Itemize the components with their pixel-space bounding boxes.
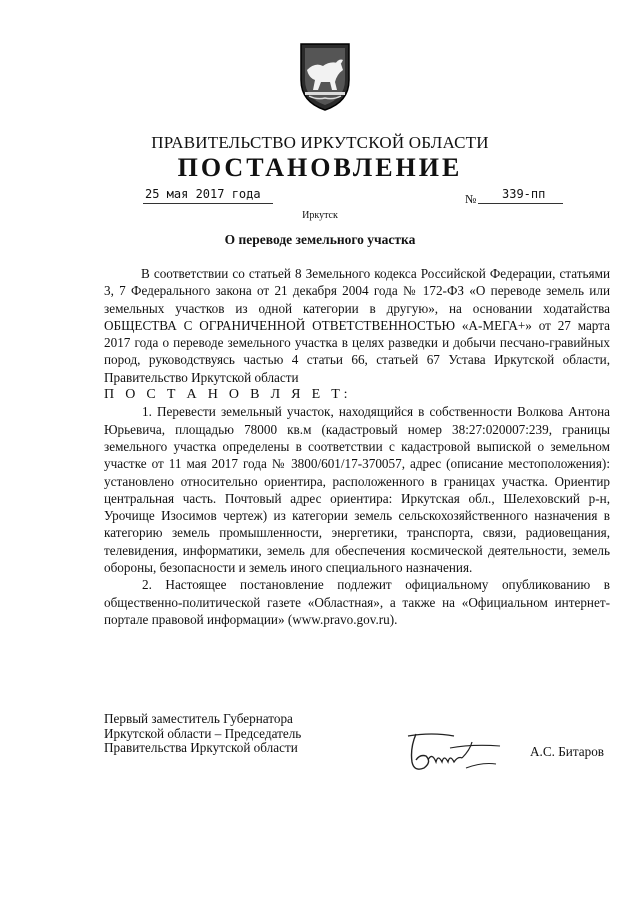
position-line-1: Первый заместитель Губернатора <box>104 711 293 726</box>
document-body <box>104 265 610 628</box>
coat-of-arms-emblem <box>297 40 353 112</box>
item-1-paragraph: 1. Перевести земельный участок, находящийся в собственности Волкова Антона Юрьевича, площадью 78000 кв.м (кадастровый номер 38:27:020007:239, границы земельного участка определены в соответствии с кадастровой выпиской о земельном участке от 11 мая 2017 года № 3800/601/17-370057, адрес (описание местоположения): установлено относительно ориентира, расположенного в границах участка. Ориентир центральная часть. Почтовый адрес ориентира: Иркутская обл., Шелеховский р-н, Урочище Изосимов чертеж) из категории земель сельскохозяйственного назначения в категорию земель промышленности, энергетики, транспорта, связи, радиовещания, телевидения, информатики, земель для обеспечения космической деятельности, земель обороны, безопасности и земель иного специального назначения. <box>104 404 610 576</box>
government-name: ПРАВИТЕЛЬСТВО ИРКУТСКОЙ ОБЛАСТИ <box>151 133 489 152</box>
document-subject: О переводе земельного участка <box>224 232 416 247</box>
issue-city: Иркутск <box>302 210 338 221</box>
document-date: 25 мая 2017 года <box>145 187 261 201</box>
preamble-paragraph: В соответствии со статьей 8 Земельного кодекса Российской Федерации, статьями 3, 7 Федерального закона от 21 декабря 2004 года № 172-ФЗ «О переводе земель или земельных участков из одной категории в другую», на основании ходатайства ОБЩЕСТВА С ОГРАНИЧЕННОЙ ОТВЕТСТВЕННОСТЬЮ «А-МЕГА+» от 27 марта 2017 года о переводе земельного участка в целях разведки и добычи песчано-гравийных пород, руководствуясь частью 4 статьи 66, статьей 67 Устава Иркутской области, Правительство Иркутской области <box>104 266 610 385</box>
document-number: 339-пп <box>502 187 546 201</box>
document-type-title: ПОСТАНОВЛЕНИЕ <box>177 153 463 182</box>
resolves-heading: П О С Т А Н О В Л Я Е Т: <box>104 387 352 403</box>
number-underline <box>478 203 563 204</box>
signer-name: А.С. Битаров <box>530 744 605 759</box>
item-2-paragraph: 2. Настоящее постановление подлежит официальному опубликованию в общественно-политической газете «Областная», а также на «Официальном интернет-портале правовой информации» (www.pravo.gov.ru). <box>104 577 610 627</box>
position-line-2: Иркутской области – Председатель <box>104 725 302 741</box>
date-underline <box>143 203 273 204</box>
signatory-position <box>104 712 301 756</box>
position-line-3: Правительства Иркутской области <box>104 740 298 755</box>
handwritten-signature <box>402 728 507 776</box>
number-sign: № <box>465 192 477 206</box>
